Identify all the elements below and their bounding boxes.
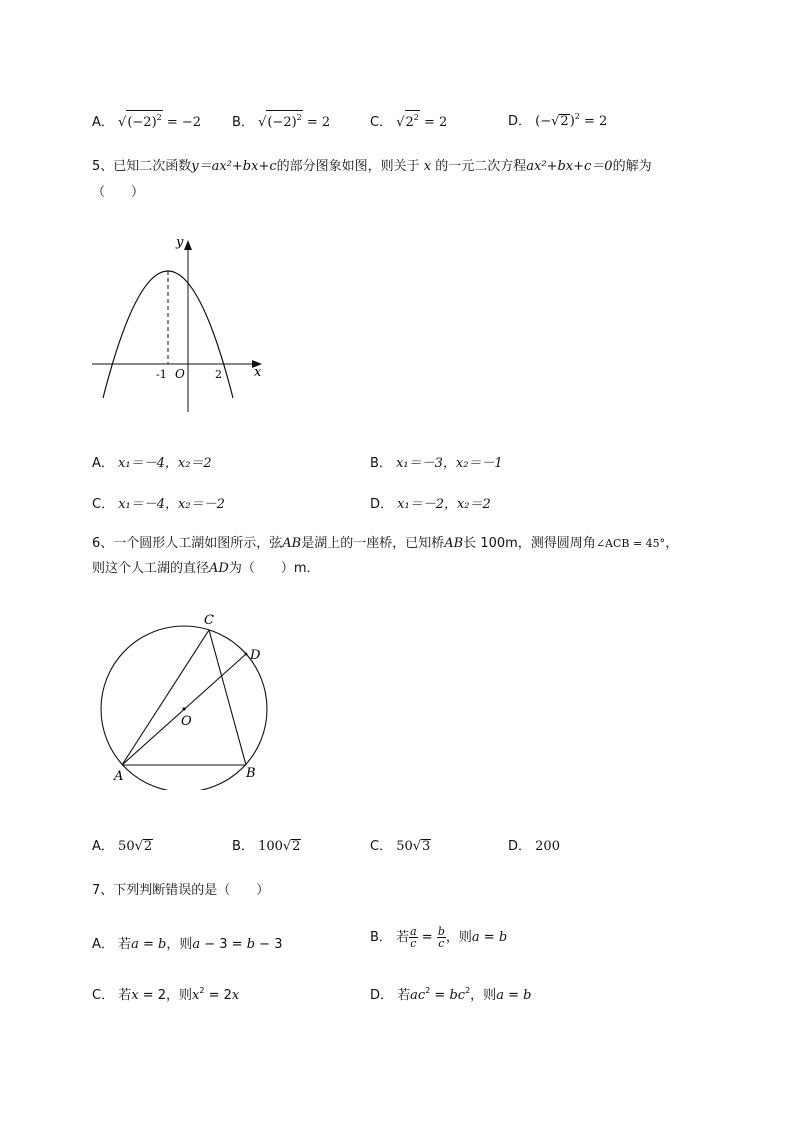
q6-option-a[interactable] (92, 835, 153, 854)
stem-text: 的部分图象如图，则关于 (276, 159, 420, 174)
math-expression: $√2^2 = 2$ (396, 115, 447, 130)
point-d (245, 653, 248, 656)
y-label: y (176, 235, 184, 250)
option-letter: B． (370, 930, 392, 945)
option-body: x₁＝－2，x₂＝2 (397, 497, 491, 512)
option-letter: D． (508, 839, 532, 854)
q7-option-d[interactable] (370, 984, 531, 1003)
q5-option-b[interactable] (370, 452, 503, 471)
q6-option-b[interactable] (232, 835, 301, 854)
circle-figure (92, 608, 282, 790)
option-letter: D． (370, 497, 394, 512)
chord-ac (122, 630, 209, 765)
option-body: 若a = b，则a − 3 = b − 3 (118, 937, 283, 952)
tick-label-neg1: -1 (156, 368, 167, 381)
q7-stem: 7、下列判断错误的是（ ） (92, 883, 270, 898)
label-b: B (246, 766, 256, 781)
option-letter: C． (370, 115, 393, 130)
option-body: x₁＝－4，x₂＝－2 (118, 497, 225, 512)
q5-stem (92, 156, 712, 178)
parabola-graph (86, 228, 270, 414)
stem-text: ， (665, 536, 679, 551)
option-letter: C． (92, 497, 115, 512)
x-label: x (254, 365, 262, 380)
option-letter: A． (92, 937, 114, 952)
option-body: x₁＝－3，x₂＝－1 (396, 456, 503, 471)
q7-option-b[interactable] (370, 926, 507, 949)
option-letter: A． (92, 839, 114, 854)
option-letter: D． (508, 114, 532, 129)
angle-expression: ∠ACB = 45° (595, 537, 666, 550)
q4-option-b[interactable] (232, 110, 330, 130)
answer-paren: （ ） (92, 185, 145, 200)
q5-option-d[interactable] (370, 493, 491, 512)
q4-option-c[interactable] (370, 110, 447, 130)
center-point (182, 707, 185, 710)
stem-text: 是湖上的一座桥，已知桥 (301, 536, 445, 551)
stem-text: 6、一个圆形人工湖如图所示，弦 (92, 536, 283, 551)
q6-option-d[interactable] (508, 835, 560, 854)
stem-text: 5、已知二次函数 (92, 159, 192, 174)
label-c: C (204, 613, 214, 628)
option-letter: B． (370, 456, 392, 471)
q6-stem-line2 (92, 558, 320, 580)
option-body: 若$ac^2 = bc^2$，则a = b (397, 986, 532, 1003)
chord-bc (209, 630, 246, 765)
function-expression: y＝ax²+bx+c (191, 159, 277, 174)
y-axis-arrow (184, 240, 192, 250)
chord-label: AB (444, 536, 464, 551)
option-letter: C． (92, 988, 115, 1003)
label-d: D (250, 648, 261, 663)
q5-option-a[interactable] (92, 452, 212, 471)
math-expression: $(-√2)^2 = 2$ (535, 112, 608, 129)
q7-option-c[interactable] (92, 984, 239, 1003)
math-expression: 100√2 (258, 839, 301, 854)
stem-text: 长 100m，测得圆周角 (463, 536, 596, 551)
label-a: A (114, 769, 124, 784)
chord-label: AB (282, 536, 302, 551)
option-body: x₁＝－4，x₂＝2 (118, 456, 212, 471)
q4-option-d[interactable] (508, 110, 607, 129)
option-letter: D． (370, 988, 394, 1003)
q6-stem-line1 (92, 533, 732, 555)
option-letter: B． (232, 839, 254, 854)
stem-text: 的解为 (612, 159, 652, 174)
origin-label: O (175, 367, 185, 381)
math-expression: 50√3 (396, 839, 431, 854)
option-body: 若x = 2，则$x^2 = 2x$ (118, 986, 240, 1003)
math-expression: 50√2 (118, 839, 153, 854)
stem-text: 的一元二次方程 (435, 159, 527, 174)
option-body: 若 $\frac{a}{c}$ = $\frac{b}{c}$ ，则a = b (396, 925, 508, 950)
math-expression: $√(-2)^2 = 2$ (258, 115, 330, 130)
q5-option-c[interactable] (92, 493, 225, 512)
stem-text: 为（ ）m． (228, 561, 320, 576)
variable: x (423, 159, 432, 174)
label-o: O (181, 714, 192, 729)
q7-option-a[interactable] (92, 933, 282, 952)
option-letter: A． (92, 115, 114, 130)
option-letter: A． (92, 456, 114, 471)
diameter-label: AD (209, 561, 229, 576)
math-expression: 200 (535, 839, 560, 854)
math-expression: $√(-2)^2 = -2$ (118, 115, 201, 130)
q4-option-a[interactable] (92, 110, 201, 130)
stem-text: 则这个人工湖的直径 (92, 561, 210, 576)
option-letter: B． (232, 115, 254, 130)
equation: ax²+bx+c＝0 (526, 159, 613, 174)
option-letter: C． (370, 839, 393, 854)
tick-label-2: 2 (215, 368, 222, 381)
q6-option-c[interactable] (370, 835, 431, 854)
